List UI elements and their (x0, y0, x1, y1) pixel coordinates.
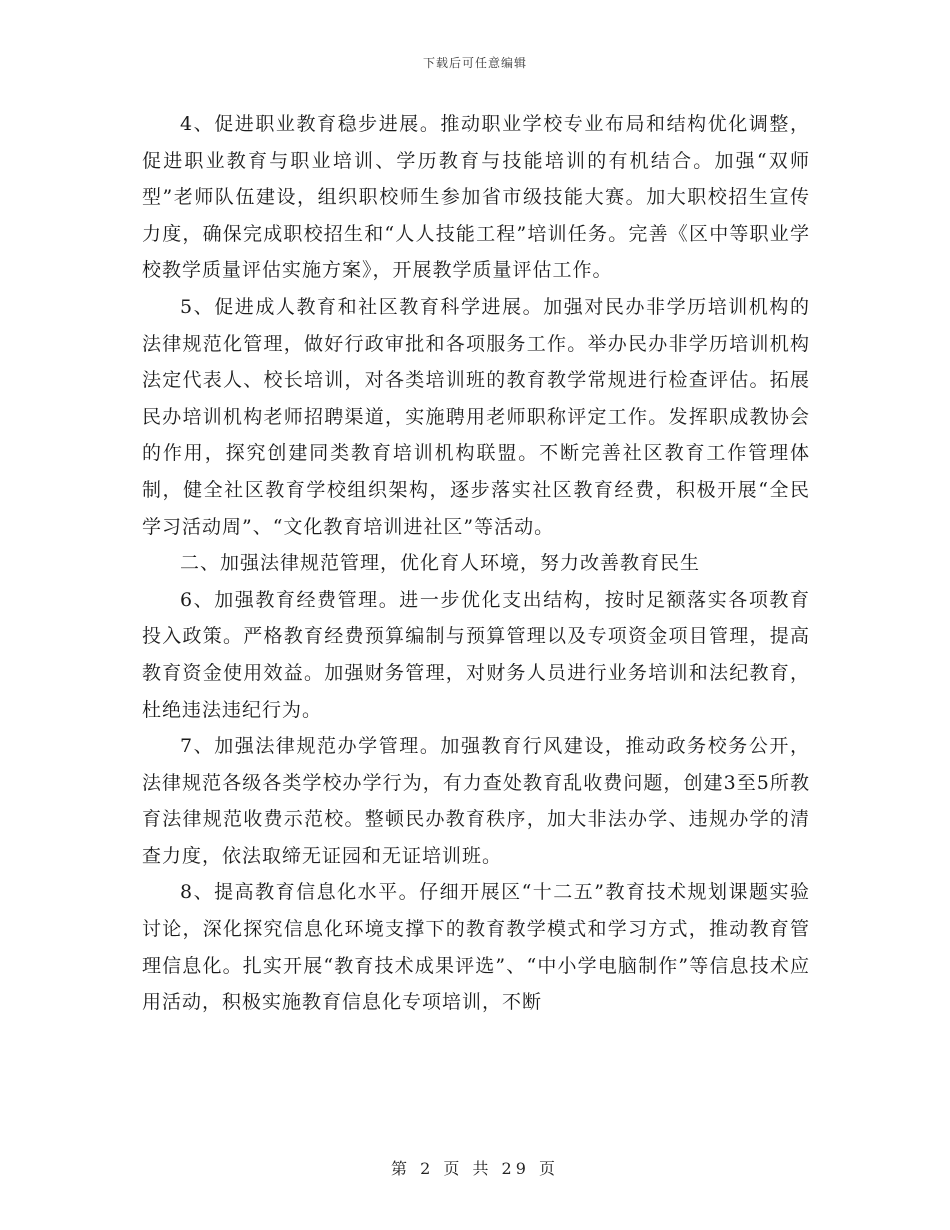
paragraph-adult-community-education: 5、促进成人教育和社区教育科学进展。加强对民办非学历培训机构的法律规范化管理，做好行政审批和各项服务工作。举办民办非学历培训机构法定代表人、校长培训，对各类培训班的教育教学常规进行检查评估。拓展民办培训机构老师招聘渠道，实施聘用老师职称评定工作。发挥职成教协会的作用，探究创建同类教育培训机构联盟。不断完善社区教育工作管理体制，健全社区教育学校组织架构，逐步落实社区教育经费，积极开展“全民学习活动周”、“文化教育培训进社区”等活动。 (142, 295, 810, 538)
paragraph-school-management: 7、加强法律规范办学管理。加强教育行风建设，推动政务校务公开，法律规范各级各类学校办学行为，有力查处教育乱收费问题，创建3至5所教育法律规范收费示范校。整顿民办教育秩序，加大非法办学、违规办学的清查力度，依法取缔无证园和无证培训班。 (142, 735, 810, 867)
paragraph-informatization: 8、提高教育信息化水平。仔细开展区“十二五”教育技术规划课题实验讨论，深化探究信息化环境支撑下的教育教学模式和学习方式，推动教育管理信息化。扎实开展“教育技术成果评选”、“中小学电脑制作”等信息技术应用活动，积极实施教育信息化专项培训，不断 (142, 881, 810, 1014)
section-heading-two: 二、加强法律规范管理，优化育人环境，努力改善教育民生 (180, 552, 701, 575)
paragraph-education-funding: 6、加强教育经费管理。进一步优化支出结构，按时足额落实各项教育投入政策。严格教育经费预算编制与预算管理以及专项资金项目管理，提高教育资金使用效益。加强财务管理，对财务人员进行业务培训和法纪教育，杜绝违法违纪行为。 (142, 588, 810, 721)
download-note: 下载后可任意编辑 (422, 56, 527, 70)
paragraph-vocational-education: 4、促进职业教育稳步进展。推动职业学校专业布局和结构优化调整，促进职业教育与职业培训、学历教育与技能培训的有机结合。加强“双师型”老师队伍建设，组织职校师生参加省市级技能大赛。加大职校招生宣传力度，确保完成职校招生和“人人技能工程”培训任务。完善《区中等职业学校教学质量评估实施方案》，开展教学质量评估工作。 (142, 113, 810, 282)
page-number-footer: 第 2 页 共 29 页 (391, 1159, 559, 1178)
document-body (142, 106, 810, 1021)
